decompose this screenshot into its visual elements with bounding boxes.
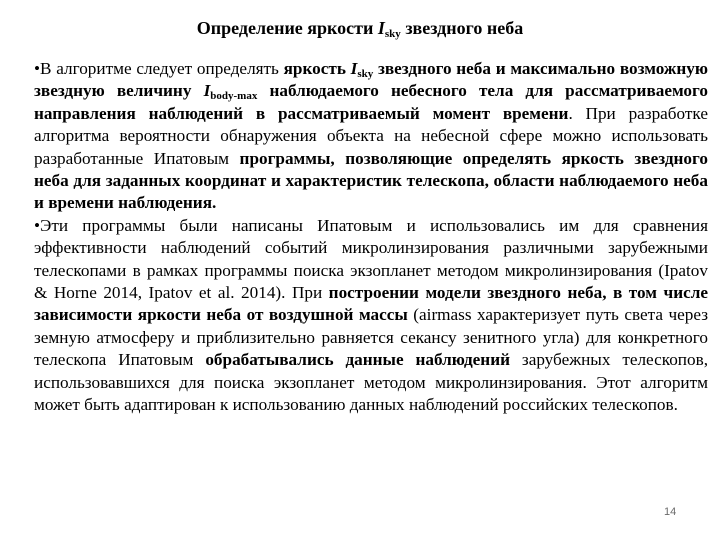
bullet-2-text-2: (airmass характеризует путь света через земную атмосферу и приблизительно равняется секансу зенитного угла) для конкретного телескопа Ипатовым xyxy=(34,305,708,370)
bullet-1-text-2: . При разработке алгоритма вероятности обнаружения объекта на небесной сфере можно использовать разработанные Ипатовым xyxy=(34,103,708,168)
bullet-1-subscript-1: sky xyxy=(357,68,374,80)
slide-title xyxy=(0,18,720,39)
bullet-2-bold-1: построении модели звездного неба, в том числе зависимости яркости неба от воздушной массы xyxy=(34,283,708,325)
bullet-1-bold-2: звездного неба и максимально возможную звездную величину xyxy=(34,59,708,101)
title-prefix: Определение яркости xyxy=(196,18,378,38)
bullet-1-bold-3: наблюдаемого небесного тела для рассматриваемого направления наблюдений в рассматриваемый момент времени xyxy=(34,81,708,123)
bullet-1-bold-1: яркость xyxy=(283,59,351,78)
bullet-1-subscript-2: body-max xyxy=(210,90,258,103)
bullet-1-symbol-1: I xyxy=(350,59,358,78)
bullet-2-text-3: зарубежных телескопов, использовавшихся для поиска экзопланет методом микролинзирования. Этот алгоритм может быть адаптирован к использованию данных наблюдений российских телескопов. xyxy=(34,350,708,415)
title-suffix: звездного неба xyxy=(400,18,524,38)
bullet-2 xyxy=(34,215,708,417)
bullet-1-text-1: В алгоритме следует определять xyxy=(40,59,284,78)
bullet-1-bold-4: программы, позволяющие определять яркость звездного неба для заданных координат и характеристик телескопа, области наблюдаемого неба и времени наблюдения. xyxy=(34,148,708,213)
page-number: 14 xyxy=(664,506,677,518)
bullet-2-text-1: Эти программы были написаны Ипатовым и использовались им для сравнения эффективности наблюдений событий микролинзирования различными зарубежными телескопами в рамках программы поиска экзопланет методом микролинзирования (Ipatov & Horne 2014, Ipatov et al. 2014). При xyxy=(34,215,708,303)
slide-body xyxy=(34,58,708,417)
bullet-1-symbol-2: I xyxy=(203,81,211,101)
title-subscript: sky xyxy=(384,28,401,40)
title-symbol: I xyxy=(377,18,385,38)
bullet-marker: • xyxy=(34,59,41,78)
bullet-1 xyxy=(34,58,708,215)
bullet-marker: • xyxy=(34,215,41,235)
bullet-2-bold-2: обрабатывались данные наблюдений xyxy=(205,350,510,370)
